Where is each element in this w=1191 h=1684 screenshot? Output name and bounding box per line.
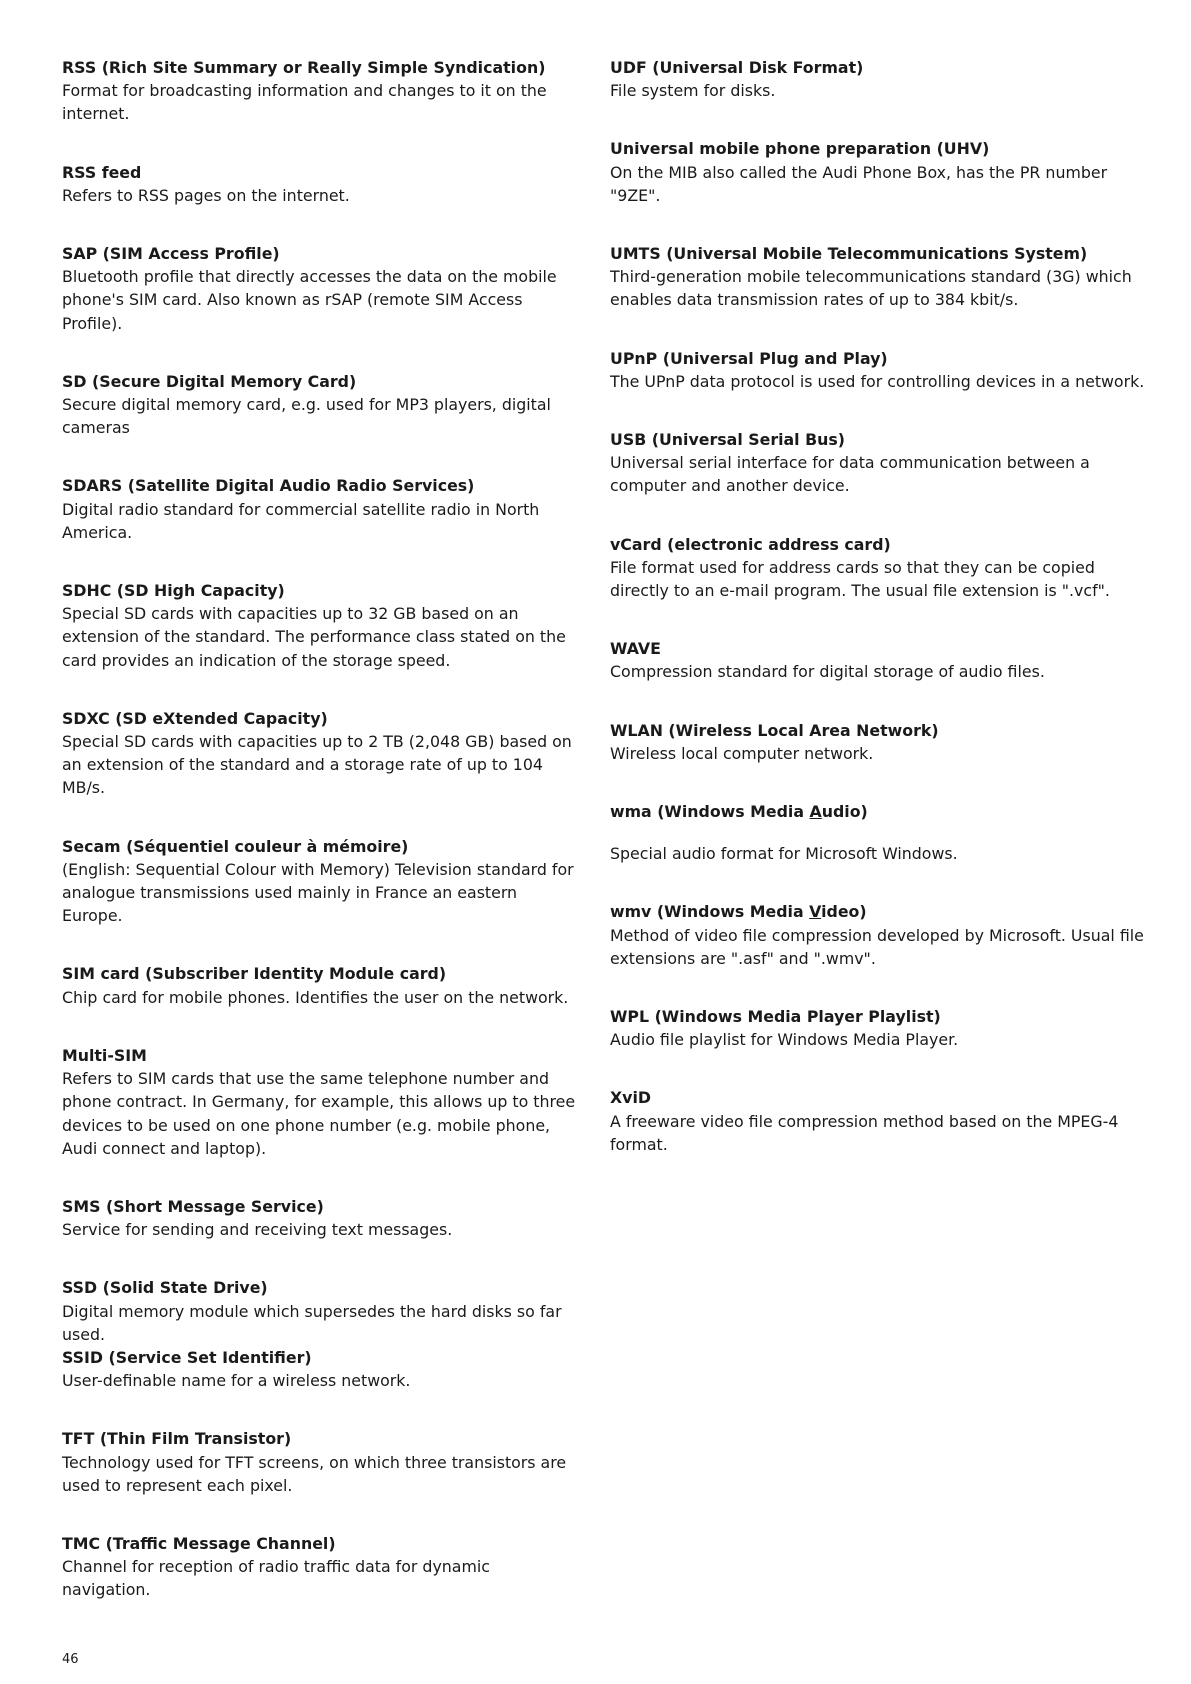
glossary-entry-uhv (610, 137, 1150, 207)
term-prefix: wma (Windows Media (610, 802, 810, 822)
glossary-entry-usb (610, 428, 1150, 498)
glossary-entry-tft (62, 1427, 582, 1497)
glossary-term: UPnP (Universal Plug and Play) (610, 348, 888, 368)
glossary-term: WPL (Windows Media Player Playlist) (610, 1007, 941, 1027)
glossary-definition: Third-generation mobile telecommunications standard (3G) which enables data transmission rates of up to 384 kbit/s. (610, 267, 1132, 310)
glossary-term: SAP (SIM Access Profile) (62, 244, 280, 264)
glossary-right-column (610, 56, 1150, 1191)
glossary-definition: Wireless local computer network. (610, 743, 874, 763)
glossary-definition: File format used for address cards so that they can be copied directly to an e-mail program. The usual file extension is ".vcf". (610, 557, 1110, 601)
glossary-definition: Refers to SIM cards that use the same telephone number and phone contract. In Germany, for example, this allows up to three devices to be used on one phone number (e.g. mobile phone, Audi connect and laptop). (62, 1069, 576, 1158)
glossary-definition: File system for disks. (610, 81, 776, 101)
glossary-entry-wlan (610, 719, 1150, 765)
glossary-term: Multi-SIM (62, 1045, 147, 1065)
glossary-term: SSID (Service Set Identifier) (62, 1347, 312, 1367)
glossary-entry-wave (610, 637, 1150, 683)
glossary-entry-umts (610, 242, 1150, 312)
glossary-definition: Audio file playlist for Windows Media Player. (610, 1030, 959, 1050)
glossary-definition: Chip card for mobile phones. Identifies the user on the network. (62, 987, 569, 1007)
term-underlined-letter: A (809, 802, 822, 822)
glossary-term (610, 800, 1150, 823)
glossary-entry-rss-feed (62, 161, 582, 207)
glossary-term: vCard (electronic address card) (610, 534, 891, 554)
glossary-definition: Service for sending and receiving text messages. (62, 1220, 453, 1240)
glossary-term: SIM card (Subscriber Identity Module card) (62, 964, 447, 984)
glossary-entry-wpl (610, 1005, 1150, 1051)
glossary-entry-sms (62, 1195, 582, 1241)
glossary-term: Secam (Séquentiel couleur à mémoire) (62, 836, 409, 856)
term-suffix: udio) (821, 802, 868, 822)
glossary-term: TMC (Traffic Message Channel) (62, 1533, 336, 1553)
glossary-definition: Refers to RSS pages on the internet. (62, 185, 350, 205)
glossary-term: SDARS (Satellite Digital Audio Radio Services) (62, 476, 475, 496)
glossary-entry-wmv (610, 900, 1150, 970)
term-suffix: ideo) (821, 902, 867, 922)
glossary-term: TFT (Thin Film Transistor) (62, 1429, 292, 1449)
glossary-entry-tmc (62, 1532, 582, 1602)
glossary-term: RSS feed (62, 162, 142, 182)
glossary-definition: User-definable name for a wireless network. (62, 1371, 411, 1391)
glossary-entry-sdhc (62, 579, 582, 672)
glossary-term: SD (Secure Digital Memory Card) (62, 371, 357, 391)
glossary-entry-xvid (610, 1086, 1150, 1156)
term-prefix: wmv (Windows Media (610, 902, 810, 922)
glossary-entry-wma (610, 800, 1150, 865)
glossary-term: SSD (Solid State Drive) (62, 1278, 268, 1298)
glossary-entry-ssid (62, 1346, 582, 1392)
glossary-entry-sd (62, 370, 582, 440)
glossary-term: USB (Universal Serial Bus) (610, 430, 846, 450)
glossary-definition: On the MIB also called the Audi Phone Box, has the PR number "9ZE". (610, 162, 1108, 205)
glossary-entry-sim-card (62, 962, 582, 1008)
glossary-term: Universal mobile phone preparation (UHV) (610, 139, 990, 159)
glossary-term: UMTS (Universal Mobile Telecommunications System) (610, 244, 1088, 264)
glossary-term: WLAN (Wireless Local Area Network) (610, 720, 939, 740)
page-number: 46 (62, 1652, 79, 1667)
glossary-definition: Format for broadcasting information and changes to it on the internet. (62, 81, 547, 124)
glossary-definition: Universal serial interface for data communication between a computer and another device. (610, 453, 1090, 496)
glossary-definition: Compression standard for digital storage of audio files. (610, 662, 1045, 682)
glossary-entry-upnp (610, 347, 1150, 393)
glossary-entry-ssd (62, 1276, 582, 1346)
glossary-definition: The UPnP data protocol is used for controlling devices in a network. (610, 371, 1145, 391)
glossary-definition: Digital memory module which supersedes the hard disks so far used. (62, 1301, 562, 1344)
glossary-entry-multi-sim (62, 1044, 582, 1160)
glossary-definition: Special SD cards with capacities up to 2 TB (2,048 GB) based on an extension of the standard and a storage rate of up to 104 MB/s. (62, 732, 572, 798)
glossary-entry-vcard (610, 533, 1150, 603)
glossary-term: RSS (Rich Site Summary or Really Simple Syndication) (62, 58, 546, 77)
term-underlined-letter: V (809, 902, 822, 922)
glossary-entry-secam (62, 835, 582, 928)
glossary-definition: Bluetooth profile that directly accesses the data on the mobile phone's SIM card. Also known as rSAP (remote SIM Access Profile). (62, 267, 557, 333)
glossary-definition: Secure digital memory card, e.g. used for MP3 players, digital cameras (62, 395, 551, 438)
glossary-entry-sap (62, 242, 582, 335)
glossary-definition: Technology used for TFT screens, on which three transistors are used to represent each pixel. (62, 1452, 567, 1495)
glossary-term (610, 900, 1150, 923)
glossary-entry-sdxc (62, 707, 582, 800)
glossary-term: SMS (Short Message Service) (62, 1196, 324, 1216)
glossary-definition: Method of video file compression developed by Microsoft. Usual file extensions are ".asf" and ".wmv". (610, 925, 1144, 968)
glossary-definition: Channel for reception of radio traffic data for dynamic navigation. (62, 1557, 490, 1600)
glossary-left-column (62, 56, 582, 1637)
glossary-term: SDXC (SD eXtended Capacity) (62, 708, 328, 728)
glossary-definition: Digital radio standard for commercial satellite radio in North America. (62, 499, 540, 542)
glossary-term: SDHC (SD High Capacity) (62, 581, 285, 601)
glossary-definition: Special SD cards with capacities up to 32 GB based on an extension of the standard. The performance class stated on the card provides an indication of the storage speed. (62, 604, 566, 670)
glossary-term: XviD (610, 1088, 652, 1108)
glossary-definition: A freeware video file compression method based on the MPEG-4 format. (610, 1111, 1119, 1154)
glossary-entry-udf (610, 56, 1150, 102)
glossary-entry-sdars (62, 474, 582, 544)
glossary-definition: (English: Sequential Colour with Memory) Television standard for analogue transmissions used mainly in France an eastern Europe. (62, 859, 574, 926)
glossary-definition: Special audio format for Microsoft Windows. (610, 844, 958, 864)
glossary-term: UDF (Universal Disk Format) (610, 58, 864, 77)
glossary-entry-rss (62, 56, 582, 126)
glossary-term: WAVE (610, 639, 661, 659)
